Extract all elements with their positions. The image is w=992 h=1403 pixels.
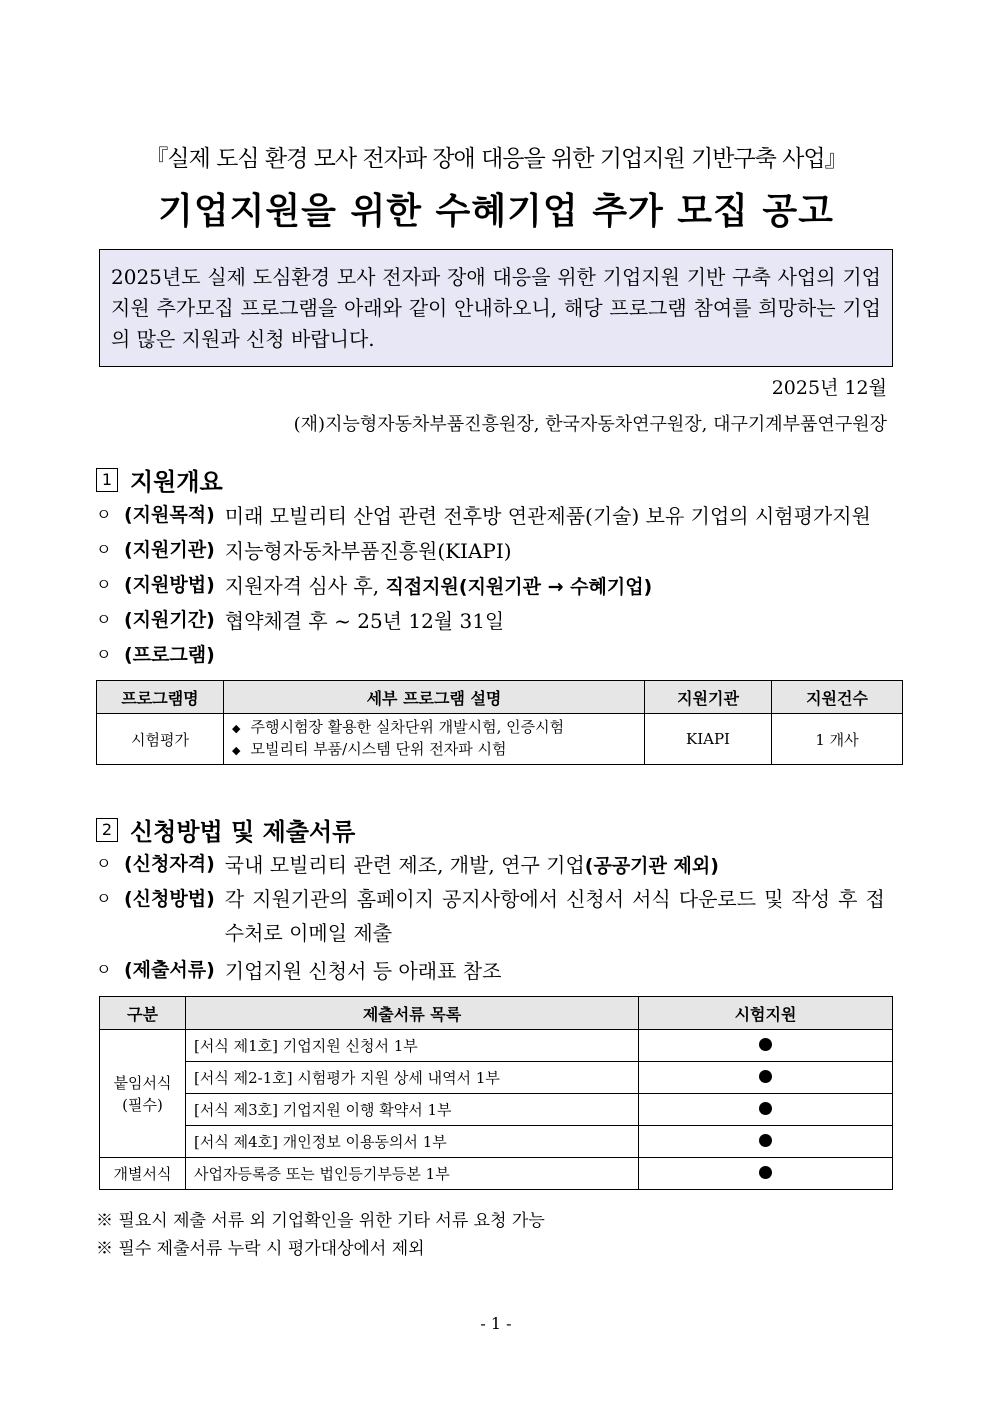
- table-header: 프로그램명: [97, 681, 224, 714]
- item-label: (신청방법): [124, 888, 215, 910]
- list-item: [96, 605, 504, 635]
- organizations-line: (재)지능형자동차부품진흥원장, 한국자동차연구원장, 대구기계부품연구원장: [293, 414, 887, 435]
- diamond-bullet-icon: ◆: [232, 722, 241, 735]
- list-item: [96, 955, 501, 985]
- intro-text: 2025년도 실제 도심환경 모사 전자파 장애 대응을 위한 기업지원 기반 구축 사업의 기업지원 추가모집 프로그램을 아래와 같이 안내하오니, 해당 프로그램 참여를 희망하는 기업의 많은 지원과 신청 바랍니다.: [111, 265, 881, 351]
- group-cell-attached: [100, 1030, 186, 1158]
- program-agency: KIAPI: [645, 714, 772, 765]
- program-detail-item: 모빌리티 부품/시스템 단위 전자파 시험: [250, 740, 507, 758]
- required-mark: [639, 1062, 893, 1094]
- table-header: 지원건수: [772, 681, 903, 714]
- bullet-icon: ㅇ: [96, 575, 112, 594]
- table-header: 제출서류 목록: [186, 997, 639, 1030]
- filled-circle-icon: [759, 1102, 772, 1115]
- item-label: (신청자격): [124, 853, 215, 875]
- document-name: [서식 제4호] 개인정보 이용동의서 1부: [186, 1126, 639, 1158]
- list-item: [96, 570, 652, 600]
- page-number: - 1 -: [480, 1314, 512, 1333]
- list-item: [96, 884, 896, 950]
- filled-circle-icon: [759, 1038, 772, 1051]
- group-label-line: 붙임서식: [113, 1073, 172, 1092]
- group-label-line: (필수): [122, 1095, 163, 1114]
- table-row: [97, 714, 903, 765]
- program-details: [224, 714, 645, 765]
- bullet-icon: ㅇ: [96, 505, 112, 524]
- item-text: 협약체결 후 ~ 25년 12월 31일: [224, 609, 505, 633]
- item-label: (지원기관): [124, 539, 215, 561]
- item-text: 기업지원 신청서 등 아래표 참조: [224, 959, 502, 983]
- section2-title: 신청방법 및 제출서류: [130, 818, 356, 846]
- list-item: [96, 640, 225, 670]
- documents-table: [99, 996, 893, 1190]
- bullet-icon: ㅇ: [96, 540, 112, 559]
- list-item: [96, 849, 719, 879]
- item-text-bold: (공공기관 제외): [584, 855, 719, 877]
- document-name: [서식 제1호] 기업지원 신청서 1부: [186, 1030, 639, 1062]
- section1-heading: [96, 462, 223, 497]
- item-text-plain: 국내 모빌리티 관련 제조, 개발, 연구 기업: [224, 853, 585, 877]
- document-name: 사업자등록증 또는 법인등기부등본 1부: [186, 1158, 639, 1190]
- section1-number: 1: [96, 468, 118, 492]
- item-text-bold: 직접지원(지원기관 → 수혜기업): [385, 576, 653, 598]
- item-text: [225, 849, 719, 879]
- diamond-bullet-icon: ◆: [232, 744, 241, 757]
- section2-number: 2: [96, 818, 118, 842]
- document-name: [서식 제3호] 기업지원 이행 확약서 1부: [186, 1094, 639, 1126]
- bullet-icon: ㅇ: [96, 610, 112, 629]
- table-row: [100, 1062, 893, 1094]
- section2-heading: [96, 812, 355, 847]
- table-row: [100, 1126, 893, 1158]
- announcement-date: 2025년 12월: [771, 377, 887, 399]
- table-row: [100, 1094, 893, 1126]
- table-header: 구분: [100, 997, 186, 1030]
- item-text-plain: 지원자격 심사 후,: [224, 574, 380, 598]
- program-table: [96, 680, 903, 765]
- item-label: (지원기간): [124, 609, 215, 631]
- document-name: [서식 제2-1호] 시험평가 지원 상세 내역서 1부: [186, 1062, 639, 1094]
- filled-circle-icon: [759, 1134, 772, 1147]
- required-mark: [639, 1126, 893, 1158]
- item-text: 지능형자동차부품진흥원(KIAPI): [224, 539, 512, 563]
- table-row: [100, 1030, 893, 1062]
- note-line: ※ 필요시 제출 서류 외 기업확인을 위한 기타 서류 요청 가능: [96, 1211, 545, 1231]
- table-header: 세부 프로그램 설명: [224, 681, 645, 714]
- filled-circle-icon: [759, 1166, 772, 1179]
- document-title: 기업지원을 위한 수혜기업 추가 모집 공고: [158, 191, 834, 232]
- note-line: ※ 필수 제출서류 누락 시 평가대상에서 제외: [96, 1239, 425, 1259]
- required-mark: [639, 1158, 893, 1190]
- bullet-icon: ㅇ: [96, 645, 112, 664]
- item-text: 미래 모빌리티 산업 관련 전후방 연관제품(기술) 보유 기업의 시험평가지원: [224, 504, 871, 528]
- item-label: (지원목적): [124, 504, 215, 526]
- table-header: 시험지원: [639, 997, 893, 1030]
- group-cell-individual: 개별서식: [100, 1158, 186, 1190]
- intro-box: [99, 249, 893, 367]
- program-name: 시험평가: [97, 714, 224, 765]
- bullet-icon: ㅇ: [96, 854, 112, 873]
- table-row: [100, 1158, 893, 1190]
- item-text: [225, 570, 652, 600]
- bullet-icon: ㅇ: [96, 960, 112, 979]
- item-label: (지원방법): [124, 574, 215, 596]
- table-header: 지원기관: [645, 681, 772, 714]
- list-item: [96, 535, 512, 565]
- program-detail-item: 주행시험장 활용한 실차단위 개발시험, 인증시험: [250, 718, 565, 736]
- document-subtitle: 『실제 도심 환경 모사 전자파 장애 대응을 위한 기업지원 기반구축 사업』: [145, 146, 847, 172]
- required-mark: [639, 1094, 893, 1126]
- bullet-icon: ㅇ: [96, 889, 112, 908]
- item-label: (제출서류): [124, 959, 215, 981]
- item-text: 각 지원기관의 홈페이지 공지사항에서 신청서 서식 다운로드 및 작성 후 접수처로 이메일 제출: [224, 887, 885, 945]
- program-count: 1 개사: [772, 714, 903, 765]
- list-item: [96, 500, 871, 530]
- filled-circle-icon: [759, 1070, 772, 1083]
- item-label: (프로그램): [124, 644, 215, 666]
- required-mark: [639, 1030, 893, 1062]
- section1-title: 지원개요: [130, 468, 223, 496]
